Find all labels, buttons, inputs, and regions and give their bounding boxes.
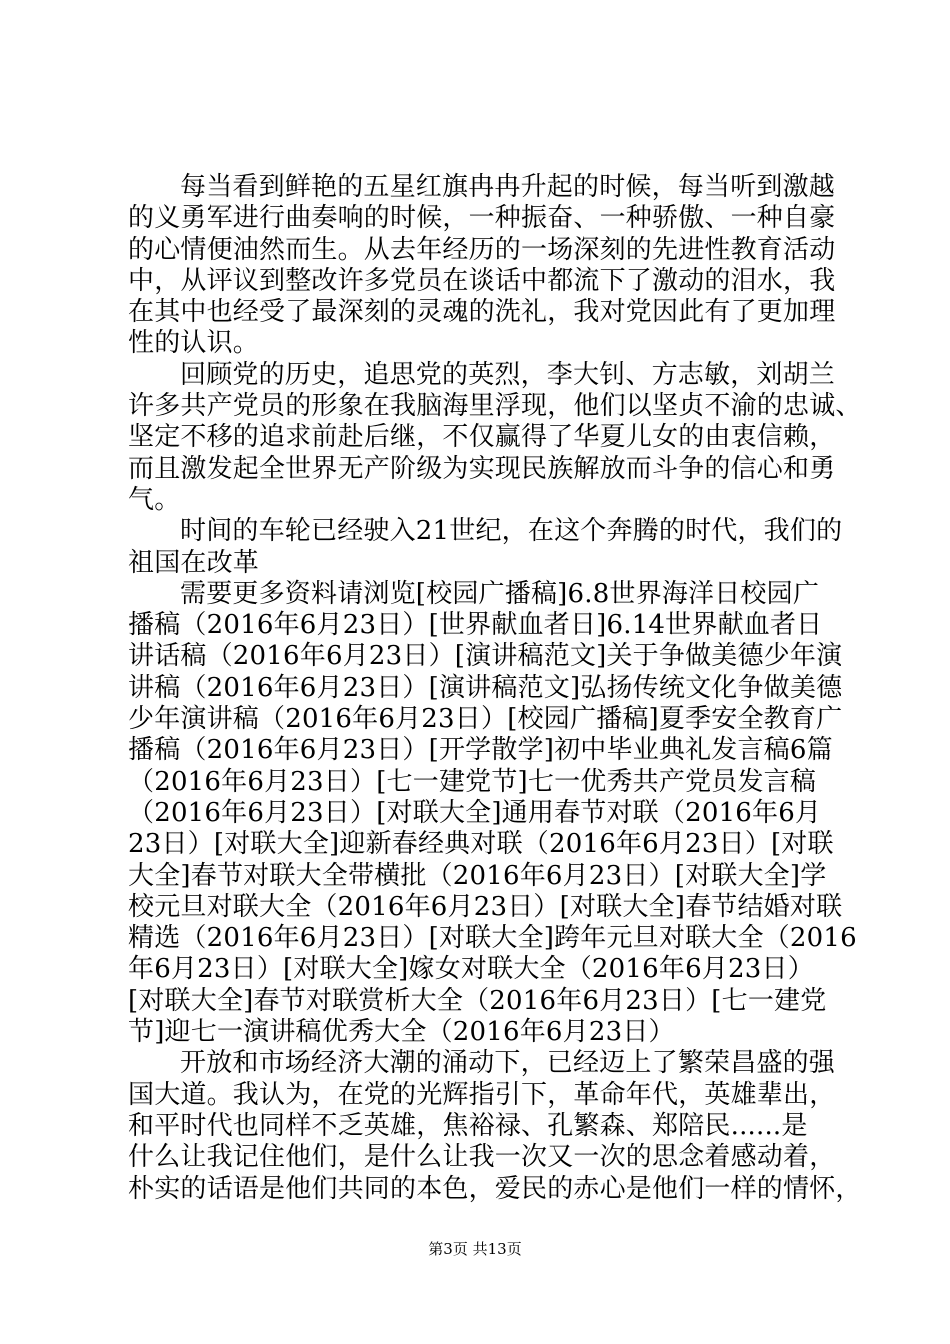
text-line: 精选（2016年6月23日）[对联大全]跨年元旦对联大全（2016 — [128, 923, 857, 954]
paragraph-1 — [128, 172, 834, 360]
paragraph-5 — [128, 1048, 862, 1204]
text-line: 什么让我记住他们，是什么让我一次又一次的思念着感动着， — [128, 1142, 836, 1173]
text-line: 少年演讲稿（2016年6月23日）[校园广播稿]夏季安全教育广 — [128, 704, 843, 735]
text-line: 播稿（2016年6月23日）[开学散学]初中毕业典礼发言稿6篇 — [128, 735, 833, 766]
text-line: 开放和市场经济大潮的涌动下，已经迈上了繁荣昌盛的强 — [180, 1048, 836, 1079]
paragraph-2 — [128, 359, 862, 516]
document-body — [128, 172, 862, 1205]
text-line: 国大道。我认为，在党的光辉指引下，革命年代，英雄辈出， — [128, 1079, 836, 1110]
text-line: 节]迎七一演讲稿优秀大全（2016年6月23日） — [128, 1017, 675, 1048]
text-line: 朴实的话语是他们共同的本色，爱民的赤心是他们一样的情怀， — [128, 1173, 862, 1204]
text-line: 年6月23日）[对联大全]嫁女对联大全（2016年6月23日） — [128, 954, 814, 985]
text-line: 的心情便油然而生。从去年经历的一场深刻的先进性教育活动 — [128, 234, 836, 265]
text-line: [对联大全]春节对联赏析大全（2016年6月23日）[七一建党 — [128, 985, 827, 1016]
paragraph-4-resource-links — [128, 578, 857, 1048]
text-line: 校元旦对联大全（2016年6月23日）[对联大全]春节结婚对联 — [128, 891, 843, 922]
text-line: 回顾党的历史，追思党的英烈，李大钊、方志敏，刘胡兰 — [180, 359, 836, 390]
text-line: 讲话稿（2016年6月23日）[演讲稿范文]关于争做美德少年演 — [128, 641, 843, 672]
text-line: 讲稿（2016年6月23日）[演讲稿范文]弘扬传统文化争做美德 — [128, 672, 843, 703]
text-line: 坚定不移的追求前赴后继，不仅赢得了华夏儿女的由衷信赖， — [128, 422, 836, 453]
text-line: 祖国在改革 — [128, 547, 260, 578]
text-line: 大全]春节对联大全带横批（2016年6月23日）[对联大全]学 — [128, 860, 827, 891]
text-line: 而且激发起全世界无产阶级为实现民族解放而斗争的信心和勇 — [128, 453, 836, 484]
text-line: 中，从评议到整改许多党员在谈话中都流下了激动的泪水，我 — [128, 265, 836, 296]
text-line: 的义勇军进行曲奏响的时候，一种振奋、一种骄傲、一种自豪 — [128, 203, 836, 234]
text-line: 需要更多资料请浏览[校园广播稿]6.8世界海洋日校园广 — [180, 578, 820, 609]
text-line: 23日）[对联大全]迎新春经典对联（2016年6月23日）[对联 — [128, 829, 834, 860]
page-number-footer: 第3页 共13页 — [428, 1240, 522, 1258]
text-line: 播稿（2016年6月23日）[世界献血者日]6.14世界献血者日 — [128, 610, 823, 641]
text-line: 许多共产党员的形象在我脑海里浮现，他们以坚贞不渝的忠诚、 — [128, 391, 862, 422]
text-line: 性的认识。 — [128, 328, 260, 359]
text-line: 每当看到鲜艳的五星红旗冉冉升起的时候，每当听到激越 — [180, 172, 836, 202]
text-line: （2016年6月23日）[七一建党节]七一优秀共产党员发言稿 — [128, 766, 817, 797]
text-line: （2016年6月23日）[对联大全]通用春节对联（2016年6月 — [128, 797, 822, 828]
text-line: 时间的车轮已经驶入21世纪，在这个奔腾的时代，我们的 — [180, 516, 843, 547]
text-line: 在其中也经受了最深刻的灵魂的洗礼，我对党因此有了更加理 — [128, 297, 836, 328]
text-line: 和平时代也同样不乏英雄，焦裕禄、孔繁森、郑陪民......是 — [128, 1110, 808, 1141]
text-line: 气。 — [128, 484, 181, 515]
paragraph-3 — [128, 516, 843, 579]
